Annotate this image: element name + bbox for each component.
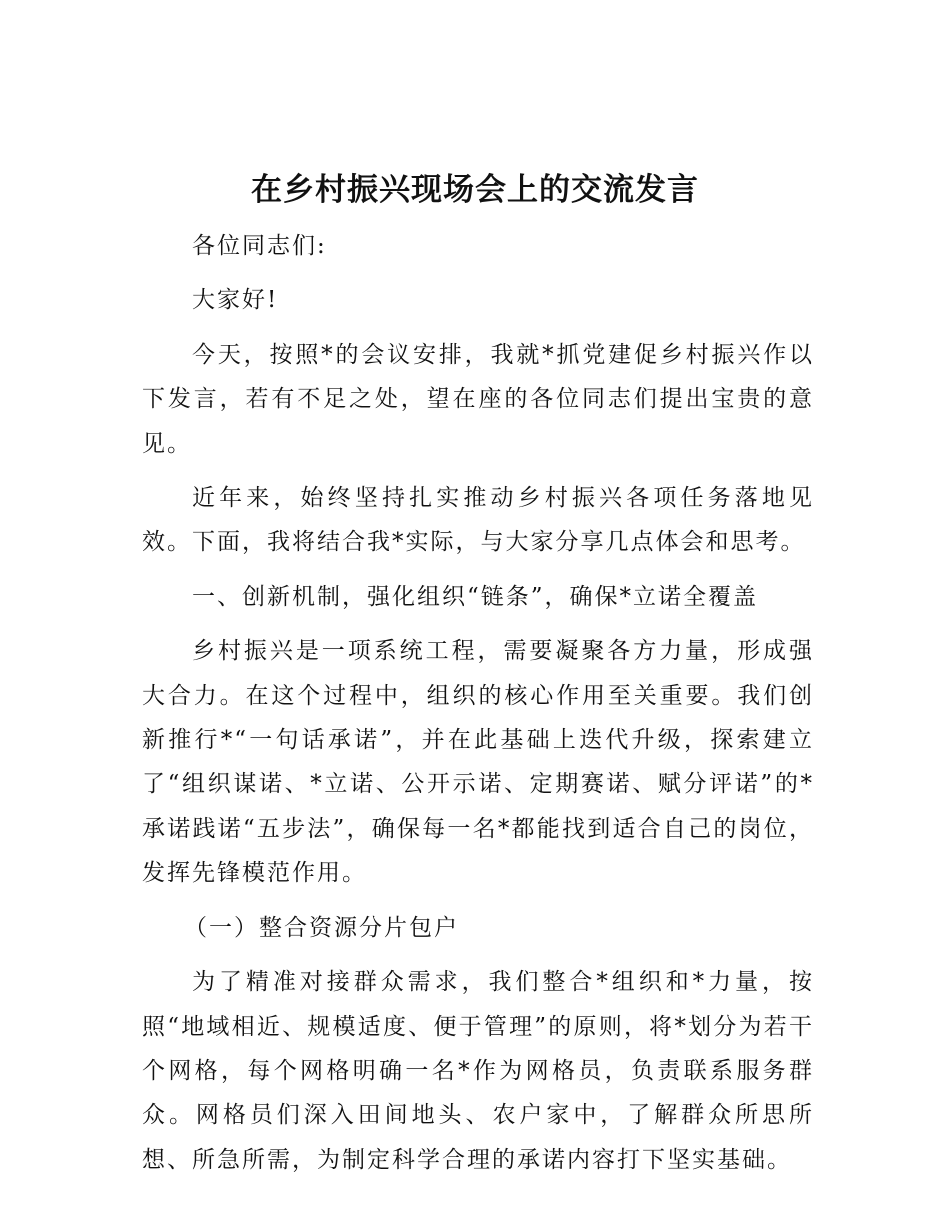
section-1-paragraph: 乡村振兴是一项系统工程，需要凝聚各方力量，形成强大合力。在这个过程中，组织的核心作用至关重要。我们创新推行*“一句话承诺”，并在此基础上迭代升级，探索建立了“组织谋诺、*立诺、公开示诺、定期赛诺、赋分评诺”的*承诺践诺“五步法”，确保每一名*都能找到适合自己的岗位，发挥先锋模范作用。 xyxy=(142,638,814,887)
section-heading-1: 一、创新机制，强化组织“链条”，确保*立诺全覆盖 xyxy=(192,583,759,610)
document-body xyxy=(142,224,814,1182)
greeting: 大家好! xyxy=(192,287,279,314)
opening-paragraph: 今天，按照*的会议安排，我就*抓党建促乡村振兴作以下发言，若有不足之处，望在座的各位同志们提出宝贵的意见。 xyxy=(142,341,814,457)
intro-paragraph: 近年来，始终坚持扎实推动乡村振兴各项任务落地见效。下面，我将结合我*实际，与大家分享几点体会和思考。 xyxy=(142,485,814,556)
salutation: 各位同志们: xyxy=(192,233,327,259)
subsection-heading-1: （一）整合资源分片包户 xyxy=(184,914,459,941)
subsection-1-paragraph: 为了精准对接群众需求，我们整合*组织和*力量，按照“地域相近、规模适度、便于管理”的原则，将*划分为若干个网格，每个网格明确一名*作为网格员，负责联系服务群众。网格员们深入田间地头、农户家中，了解群众所思所想、所急所需，为制定科学合理的承诺内容打下坚实基础。 xyxy=(142,969,814,1173)
document-title: 在乡村振兴现场会上的交流发言 xyxy=(251,172,699,208)
